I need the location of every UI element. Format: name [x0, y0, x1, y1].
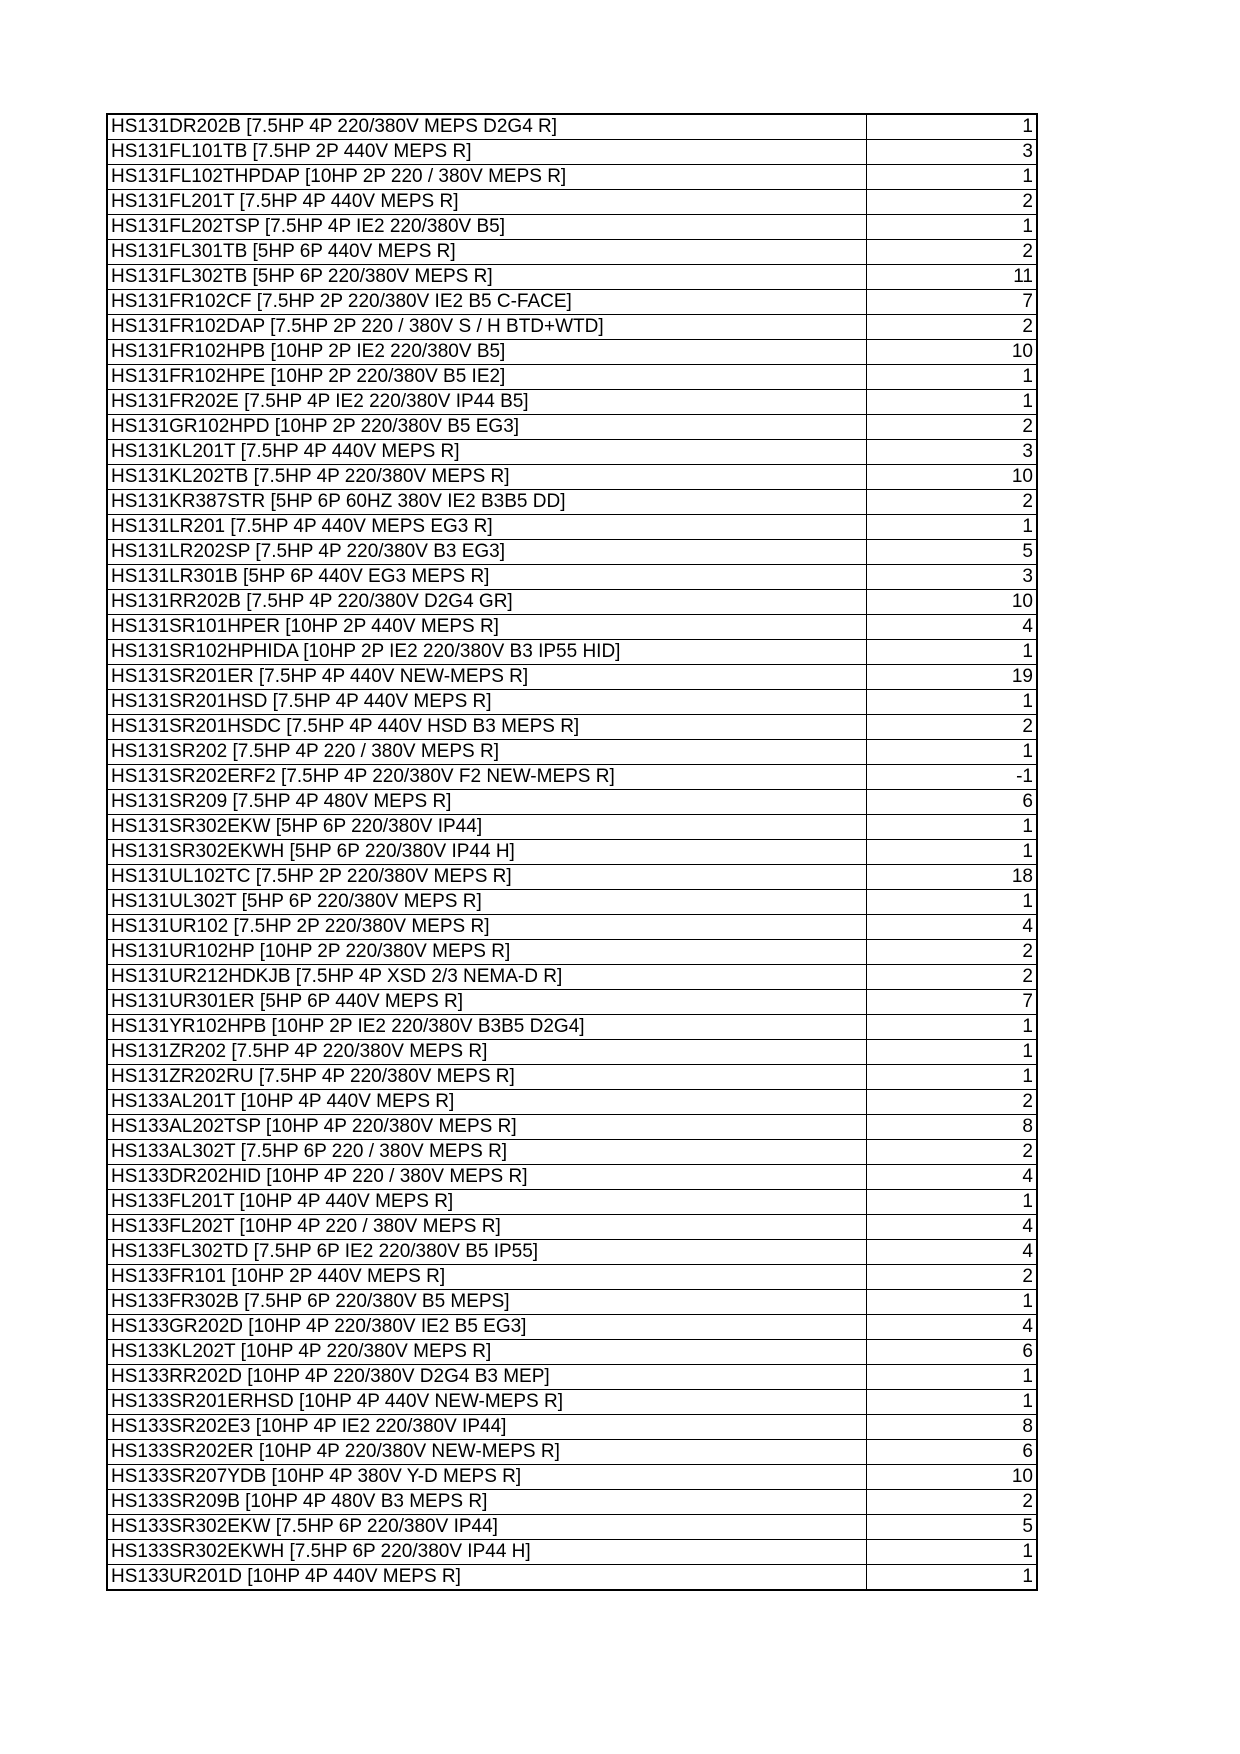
table-row — [107, 1540, 1037, 1565]
item-description-cell: HS133SR302EKW [7.5HP 6P 220/380V IP44] — [107, 1515, 866, 1540]
table-row — [107, 1340, 1037, 1365]
table-row — [107, 515, 1037, 540]
table-row — [107, 865, 1037, 890]
item-description-cell: HS133FR302B [7.5HP 6P 220/380V B5 MEPS] — [107, 1290, 866, 1315]
item-description-cell: HS133RR202D [10HP 4P 220/380V D2G4 B3 MEP] — [107, 1365, 866, 1390]
table-row — [107, 215, 1037, 240]
quantity-cell: 6 — [866, 1440, 1037, 1465]
table-row — [107, 540, 1037, 565]
quantity-cell: 2 — [866, 490, 1037, 515]
item-description-cell: HS133AL202TSP [10HP 4P 220/380V MEPS R] — [107, 1115, 866, 1140]
item-description-cell: HS133SR209B [10HP 4P 480V B3 MEPS R] — [107, 1490, 866, 1515]
quantity-cell: 8 — [866, 1415, 1037, 1440]
table-row — [107, 565, 1037, 590]
item-description-cell: HS131SR302EKW [5HP 6P 220/380V IP44] — [107, 815, 866, 840]
item-description-cell: HS131SR201ER [7.5HP 4P 440V NEW-MEPS R] — [107, 665, 866, 690]
table-row — [107, 190, 1037, 215]
table-row — [107, 1240, 1037, 1265]
table-row — [107, 415, 1037, 440]
item-description-cell: HS131UR212HDKJB [7.5HP 4P XSD 2/3 NEMA-D R] — [107, 965, 866, 990]
item-description-cell: HS131FL202TSP [7.5HP 4P IE2 220/380V B5] — [107, 215, 866, 240]
item-description-cell: HS131UR301ER [5HP 6P 440V MEPS R] — [107, 990, 866, 1015]
item-description-cell: HS131FR102CF [7.5HP 2P 220/380V IE2 B5 C-FACE] — [107, 290, 866, 315]
inventory-table-body — [107, 114, 1037, 1590]
item-description-cell: HS131ZR202 [7.5HP 4P 220/380V MEPS R] — [107, 1040, 866, 1065]
table-row — [107, 490, 1037, 515]
quantity-cell: 2 — [866, 715, 1037, 740]
item-description-cell: HS133FL302TD [7.5HP 6P IE2 220/380V B5 IP55] — [107, 1240, 866, 1265]
table-row — [107, 1215, 1037, 1240]
item-description-cell: HS131SR202ERF2 [7.5HP 4P 220/380V F2 NEW-MEPS R] — [107, 765, 866, 790]
quantity-cell: 3 — [866, 565, 1037, 590]
table-row — [107, 365, 1037, 390]
quantity-cell: 1 — [866, 890, 1037, 915]
item-description-cell: HS131FL302TB [5HP 6P 220/380V MEPS R] — [107, 265, 866, 290]
table-row — [107, 690, 1037, 715]
item-description-cell: HS131FR202E [7.5HP 4P IE2 220/380V IP44 B5] — [107, 390, 866, 415]
item-description-cell: HS133SR302EKWH [7.5HP 6P 220/380V IP44 H] — [107, 1540, 866, 1565]
table-row — [107, 465, 1037, 490]
quantity-cell: 1 — [866, 1065, 1037, 1090]
item-description-cell: HS131FL102THPDAP [10HP 2P 220 / 380V MEPS R] — [107, 165, 866, 190]
quantity-cell: 1 — [866, 1015, 1037, 1040]
item-description-cell: HS131FL301TB [5HP 6P 440V MEPS R] — [107, 240, 866, 265]
table-row — [107, 965, 1037, 990]
table-row — [107, 1015, 1037, 1040]
table-row — [107, 290, 1037, 315]
item-description-cell: HS133KL202T [10HP 4P 220/380V MEPS R] — [107, 1340, 866, 1365]
quantity-cell: 2 — [866, 1265, 1037, 1290]
table-row — [107, 265, 1037, 290]
table-row — [107, 890, 1037, 915]
table-row — [107, 615, 1037, 640]
quantity-cell: 2 — [866, 1140, 1037, 1165]
quantity-cell: 4 — [866, 1315, 1037, 1340]
table-row — [107, 1115, 1037, 1140]
quantity-cell: 1 — [866, 690, 1037, 715]
quantity-cell: 5 — [866, 540, 1037, 565]
table-row — [107, 1065, 1037, 1090]
quantity-cell: 1 — [866, 114, 1037, 140]
inventory-table — [106, 113, 1038, 1591]
table-row — [107, 765, 1037, 790]
item-description-cell: HS131YR102HPB [10HP 2P IE2 220/380V B3B5 D2G4] — [107, 1015, 866, 1040]
item-description-cell: HS133SR207YDB [10HP 4P 380V Y-D MEPS R] — [107, 1465, 866, 1490]
quantity-cell: 3 — [866, 440, 1037, 465]
quantity-cell: 4 — [866, 1215, 1037, 1240]
table-row — [107, 1040, 1037, 1065]
item-description-cell: HS131UR102 [7.5HP 2P 220/380V MEPS R] — [107, 915, 866, 940]
quantity-cell: 2 — [866, 965, 1037, 990]
item-description-cell: HS131SR302EKWH [5HP 6P 220/380V IP44 H] — [107, 840, 866, 865]
quantity-cell: 3 — [866, 140, 1037, 165]
item-description-cell: HS131GR102HPD [10HP 2P 220/380V B5 EG3] — [107, 415, 866, 440]
item-description-cell: HS131SR209 [7.5HP 4P 480V MEPS R] — [107, 790, 866, 815]
item-description-cell: HS131FR102HPB [10HP 2P IE2 220/380V B5] — [107, 340, 866, 365]
quantity-cell: 1 — [866, 740, 1037, 765]
quantity-cell: 1 — [866, 640, 1037, 665]
quantity-cell: 1 — [866, 840, 1037, 865]
item-description-cell: HS131UL302T [5HP 6P 220/380V MEPS R] — [107, 890, 866, 915]
quantity-cell: 1 — [866, 1365, 1037, 1390]
table-row — [107, 940, 1037, 965]
quantity-cell: 10 — [866, 340, 1037, 365]
table-row — [107, 990, 1037, 1015]
quantity-cell: 1 — [866, 215, 1037, 240]
quantity-cell: 4 — [866, 915, 1037, 940]
table-row — [107, 165, 1037, 190]
table-row — [107, 1465, 1037, 1490]
item-description-cell: HS131DR202B [7.5HP 4P 220/380V MEPS D2G4 R] — [107, 114, 866, 140]
table-row — [107, 740, 1037, 765]
item-description-cell: HS131SR201HSDC [7.5HP 4P 440V HSD B3 MEPS R] — [107, 715, 866, 740]
quantity-cell: 4 — [866, 615, 1037, 640]
quantity-cell: 8 — [866, 1115, 1037, 1140]
quantity-cell: 7 — [866, 290, 1037, 315]
table-row — [107, 1290, 1037, 1315]
table-row — [107, 1515, 1037, 1540]
table-row — [107, 1415, 1037, 1440]
table-row — [107, 790, 1037, 815]
item-description-cell: HS133AL302T [7.5HP 6P 220 / 380V MEPS R] — [107, 1140, 866, 1165]
item-description-cell: HS131FR102HPE [10HP 2P 220/380V B5 IE2] — [107, 365, 866, 390]
quantity-cell: 6 — [866, 1340, 1037, 1365]
table-row — [107, 840, 1037, 865]
quantity-cell: 1 — [866, 1290, 1037, 1315]
item-description-cell: HS133FR101 [10HP 2P 440V MEPS R] — [107, 1265, 866, 1290]
table-row — [107, 815, 1037, 840]
table-row — [107, 915, 1037, 940]
item-description-cell: HS131FL201T [7.5HP 4P 440V MEPS R] — [107, 190, 866, 215]
table-row — [107, 240, 1037, 265]
table-row — [107, 1165, 1037, 1190]
quantity-cell: 1 — [866, 165, 1037, 190]
table-row — [107, 390, 1037, 415]
quantity-cell: 1 — [866, 815, 1037, 840]
quantity-cell: 2 — [866, 1090, 1037, 1115]
quantity-cell: 2 — [866, 240, 1037, 265]
quantity-cell: 1 — [866, 365, 1037, 390]
table-row — [107, 1440, 1037, 1465]
item-description-cell: HS131RR202B [7.5HP 4P 220/380V D2G4 GR] — [107, 590, 866, 615]
item-description-cell: HS131SR201HSD [7.5HP 4P 440V MEPS R] — [107, 690, 866, 715]
table-row — [107, 114, 1037, 140]
item-description-cell: HS131SR202 [7.5HP 4P 220 / 380V MEPS R] — [107, 740, 866, 765]
table-row — [107, 315, 1037, 340]
quantity-cell: 2 — [866, 415, 1037, 440]
quantity-cell: 2 — [866, 190, 1037, 215]
table-row — [107, 1315, 1037, 1340]
table-row — [107, 1265, 1037, 1290]
quantity-cell: 1 — [866, 390, 1037, 415]
quantity-cell: 2 — [866, 940, 1037, 965]
quantity-cell: 10 — [866, 465, 1037, 490]
item-description-cell: HS131KR387STR [5HP 6P 60HZ 380V IE2 B3B5 DD] — [107, 490, 866, 515]
item-description-cell: HS133AL201T [10HP 4P 440V MEPS R] — [107, 1090, 866, 1115]
quantity-cell: 19 — [866, 665, 1037, 690]
item-description-cell: HS133UR201D [10HP 4P 440V MEPS R] — [107, 1565, 866, 1591]
table-row — [107, 1140, 1037, 1165]
item-description-cell: HS131SR102HPHIDA [10HP 2P IE2 220/380V B3 IP55 HID] — [107, 640, 866, 665]
quantity-cell: 1 — [866, 1390, 1037, 1415]
item-description-cell: HS133DR202HID [10HP 4P 220 / 380V MEPS R] — [107, 1165, 866, 1190]
quantity-cell: 4 — [866, 1240, 1037, 1265]
item-description-cell: HS131FR102DAP [7.5HP 2P 220 / 380V S / H BTD+WTD] — [107, 315, 866, 340]
quantity-cell: 10 — [866, 1465, 1037, 1490]
quantity-cell: 4 — [866, 1165, 1037, 1190]
item-description-cell: HS131KL202TB [7.5HP 4P 220/380V MEPS R] — [107, 465, 866, 490]
item-description-cell: HS131UL102TC [7.5HP 2P 220/380V MEPS R] — [107, 865, 866, 890]
table-row — [107, 440, 1037, 465]
table-row — [107, 340, 1037, 365]
quantity-cell: 10 — [866, 590, 1037, 615]
table-row — [107, 1490, 1037, 1515]
item-description-cell: HS131FL101TB [7.5HP 2P 440V MEPS R] — [107, 140, 866, 165]
quantity-cell: 1 — [866, 515, 1037, 540]
quantity-cell: 5 — [866, 1515, 1037, 1540]
table-row — [107, 1190, 1037, 1215]
table-row — [107, 590, 1037, 615]
item-description-cell: HS133GR202D [10HP 4P 220/380V IE2 B5 EG3] — [107, 1315, 866, 1340]
item-description-cell: HS133FL201T [10HP 4P 440V MEPS R] — [107, 1190, 866, 1215]
item-description-cell: HS133SR202ER [10HP 4P 220/380V NEW-MEPS R] — [107, 1440, 866, 1465]
item-description-cell: HS133SR202E3 [10HP 4P IE2 220/380V IP44] — [107, 1415, 866, 1440]
item-description-cell: HS133SR201ERHSD [10HP 4P 440V NEW-MEPS R] — [107, 1390, 866, 1415]
item-description-cell: HS133FL202T [10HP 4P 220 / 380V MEPS R] — [107, 1215, 866, 1240]
quantity-cell: 1 — [866, 1565, 1037, 1591]
item-description-cell: HS131ZR202RU [7.5HP 4P 220/380V MEPS R] — [107, 1065, 866, 1090]
table-row — [107, 665, 1037, 690]
quantity-cell: 2 — [866, 1490, 1037, 1515]
table-row — [107, 1565, 1037, 1591]
quantity-cell: 6 — [866, 790, 1037, 815]
table-row — [107, 1090, 1037, 1115]
item-description-cell: HS131LR301B [5HP 6P 440V EG3 MEPS R] — [107, 565, 866, 590]
quantity-cell: -1 — [866, 765, 1037, 790]
quantity-cell: 1 — [866, 1190, 1037, 1215]
item-description-cell: HS131LR202SP [7.5HP 4P 220/380V B3 EG3] — [107, 540, 866, 565]
quantity-cell: 2 — [866, 315, 1037, 340]
item-description-cell: HS131KL201T [7.5HP 4P 440V MEPS R] — [107, 440, 866, 465]
quantity-cell: 1 — [866, 1040, 1037, 1065]
table-row — [107, 1390, 1037, 1415]
table-row — [107, 140, 1037, 165]
quantity-cell: 18 — [866, 865, 1037, 890]
quantity-cell: 1 — [866, 1540, 1037, 1565]
item-description-cell: HS131SR101HPER [10HP 2P 440V MEPS R] — [107, 615, 866, 640]
quantity-cell: 11 — [866, 265, 1037, 290]
table-row — [107, 1365, 1037, 1390]
table-row — [107, 715, 1037, 740]
quantity-cell: 7 — [866, 990, 1037, 1015]
item-description-cell: HS131LR201 [7.5HP 4P 440V MEPS EG3 R] — [107, 515, 866, 540]
table-row — [107, 640, 1037, 665]
item-description-cell: HS131UR102HP [10HP 2P 220/380V MEPS R] — [107, 940, 866, 965]
